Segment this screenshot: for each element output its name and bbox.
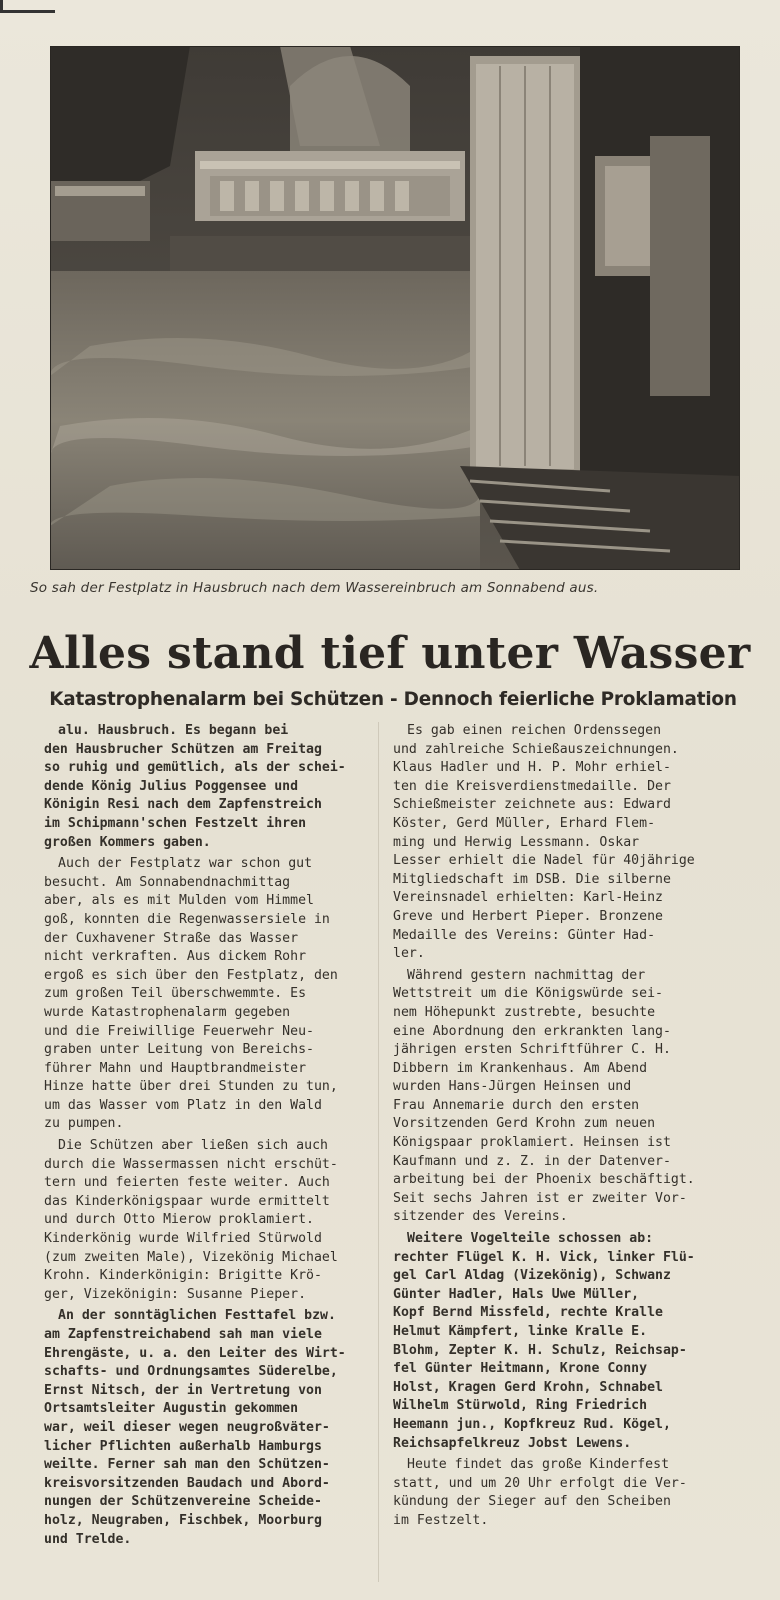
corner-mark [0, 0, 55, 13]
text-line: im Festzelt. [393, 1512, 489, 1528]
text-line: und die Freiwillige Feuerwehr Neu- [44, 1023, 314, 1039]
text-line: Königin Resi nach dem Zapfenstreich [44, 797, 322, 813]
article-paragraph [44, 1137, 368, 1304]
text-line: Vorsitzenden Gerd Krohn zum neuen [393, 1116, 656, 1132]
headline: Alles stand tief unter Wasser [29, 628, 751, 679]
text-line: zum großen Teil überschwemmte. Es [44, 986, 307, 1002]
text-line: Kaufmann und z. Z. in der Datenver- [393, 1153, 671, 1169]
text-line: den Hausbrucher Schützen am Freitag [44, 741, 322, 757]
text-line: ler. [393, 946, 425, 962]
text-line: graben unter Leitung von Bereichs- [44, 1042, 314, 1058]
text-line: Köster, Gerd Müller, Erhard Flem- [393, 815, 656, 831]
text-line: tern und feierten feste weiter. Auch [44, 1175, 330, 1191]
text-line: Hinze hatte über drei Stunden zu tun, [44, 1079, 338, 1095]
article-column-left [44, 722, 368, 1552]
text-line: am Zapfenstreichabend sah man viele [44, 1327, 322, 1342]
text-line: Ehrengäste, u. a. den Leiter des Wirt- [44, 1345, 346, 1361]
photo-caption: So sah der Festplatz in Hausbruch nach dem Wassereinbruch am Sonnabend aus. [30, 580, 599, 596]
text-line: Greve und Herbert Pieper. Bronzene [393, 908, 663, 924]
text-line: Holst, Kragen Gerd Krohn, Schnabel [393, 1379, 663, 1395]
text-line: dende König Julius Poggensee und [44, 778, 299, 794]
text-line: arbeitung bei der Phoenix beschäftigt. [393, 1172, 695, 1188]
text-line: Medaille des Vereins: Günter Had- [393, 927, 656, 943]
text-line: Schießmeister zeichnete aus: Edward [393, 797, 671, 813]
text-line: besucht. Am Sonnabendnachmittag [44, 874, 291, 890]
text-line: und Trelde. [44, 1531, 132, 1547]
text-line: Mitgliedschaft im DSB. Die silberne [393, 871, 671, 887]
text-line: Wilhelm Stürwold, Ring Friedrich [393, 1398, 648, 1414]
text-line: wurde Katastrophenalarm gegeben [44, 1004, 291, 1020]
text-line: rechter Flügel K. H. Vick, linker Flü- [393, 1249, 695, 1265]
text-line: Lesser erhielt die Nadel für 40jährige [393, 853, 695, 869]
text-line: zu pumpen. [44, 1116, 124, 1132]
text-line: jährigen ersten Schriftführer C. H. [393, 1042, 671, 1058]
text-line: ergoß es sich über den Festplatz, den [44, 967, 338, 983]
column-divider [378, 722, 379, 1582]
text-line: Wettstreit um die Königswürde sei- [393, 986, 663, 1002]
text-line: Königspaar proklamiert. Heinsen ist [393, 1135, 671, 1151]
article-paragraph [393, 967, 745, 1227]
text-line: Weitere Vogelteile schossen ab: [407, 1231, 654, 1247]
text-line: Blohm, Zepter K. H. Schulz, Reichsap- [393, 1342, 687, 1358]
text-line: aber, als es mit Mulden vom Himmel [44, 893, 314, 909]
text-line: alu. Hausbruch. Es begann bei [58, 723, 289, 738]
text-line: war, weil dieser wegen neugroßväter- [44, 1419, 330, 1435]
text-line: goß, konnten die Regenwassersiele in [44, 911, 330, 927]
text-line: im Schipmann'schen Festzelt ihren [44, 815, 307, 831]
text-line: schafts- und Ordnungsamtes Süderelbe, [44, 1364, 338, 1380]
text-line: nicht verkraften. Aus dickem Rohr [44, 949, 307, 965]
text-line: Auch der Festplatz war schon gut [58, 856, 313, 872]
photo-illustration [50, 46, 740, 570]
text-line: Vereinsnadel erhielten: Karl-Heinz [393, 890, 663, 906]
text-line: Ortsamtsleiter Augustin gekommen [44, 1401, 299, 1417]
text-line: Heemann jun., Kopfkreuz Rud. Kögel, [393, 1416, 671, 1432]
text-line: ger, Vizekönigin: Susanne Pieper. [44, 1286, 307, 1302]
text-line: fel Günter Heitmann, Krone Conny [393, 1361, 648, 1377]
text-line: großen Kommers gaben. [44, 834, 211, 850]
text-line: ming und Herwig Lessmann. Oskar [393, 834, 640, 850]
text-line: Ernst Nitsch, der in Vertretung von [44, 1382, 322, 1398]
text-line: statt, und um 20 Uhr erfolgt die Ver- [393, 1475, 687, 1491]
text-line: Frau Annemarie durch den ersten [393, 1097, 640, 1113]
article-paragraph [44, 722, 368, 852]
text-line: weilte. Ferner sah man den Schützen- [44, 1457, 330, 1473]
text-line: nungen der Schützenvereine Scheide- [44, 1494, 322, 1510]
text-line: Es gab einen reichen Ordenssegen [407, 723, 662, 738]
text-line: das Kinderkönigspaar wurde ermittelt [44, 1193, 330, 1209]
text-line: der Cuxhavener Straße das Wasser [44, 930, 299, 946]
text-line: Dibbern im Krankenhaus. Am Abend [393, 1060, 648, 1076]
text-line: holz, Neugraben, Fischbek, Moorburg [44, 1512, 322, 1528]
text-line: Krohn. Kinderkönigin: Brigitte Krö- [44, 1268, 322, 1284]
text-line: Während gestern nachmittag der [407, 967, 646, 983]
text-line: wurden Hans-Jürgen Heinsen und [393, 1079, 632, 1095]
text-line: ten die Kreisverdienstmedaille. Der [393, 778, 671, 794]
article-paragraph [44, 1307, 368, 1549]
article-paragraph [393, 1456, 745, 1530]
text-line: licher Pflichten außerhalb Hamburgs [44, 1438, 322, 1454]
text-line: Die Schützen aber ließen sich auch [58, 1138, 328, 1154]
text-line: und zahlreiche Schießauszeichnungen. [393, 741, 679, 757]
text-line: Seit sechs Jahren ist er zweiter Vor- [393, 1190, 687, 1206]
text-line: um das Wasser vom Platz in den Wald [44, 1097, 322, 1113]
text-line: Günter Hadler, Hals Uwe Müller, [393, 1286, 640, 1302]
text-line: kreisvorsitzenden Baudach und Abord- [44, 1475, 330, 1491]
text-line: Kinderkönig wurde Wilfried Stürwold [44, 1231, 322, 1247]
text-line: führer Mahn und Hauptbrandmeister [44, 1060, 307, 1076]
text-line: durch die Wassermassen nicht erschüt- [44, 1156, 338, 1172]
text-line: Helmut Kämpfert, linke Kralle E. [393, 1324, 648, 1339]
article-paragraph [44, 855, 368, 1134]
article-paragraph [393, 1230, 745, 1453]
subheadline: Katastrophenalarm bei Schützen - Dennoch feierliche Proklamation [49, 689, 737, 710]
text-line: und durch Otto Mierow proklamiert. [44, 1212, 314, 1228]
text-line: eine Abordnung den erkrankten lang- [393, 1023, 671, 1039]
article-paragraph [393, 722, 745, 964]
text-line: sitzender des Vereins. [393, 1209, 568, 1225]
text-line: nem Höhepunkt zustrebte, besuchte [393, 1004, 656, 1020]
text-line: Reichsapfelkreuz Jobst Lewens. [393, 1435, 632, 1451]
text-line: so ruhig und gemütlich, als der schei- [44, 760, 346, 776]
text-line: gel Carl Aldag (Vizekönig), Schwanz [393, 1268, 671, 1284]
text-line: Heute findet das große Kinderfest [407, 1457, 670, 1473]
article-column-right [393, 722, 745, 1534]
flooded-festival-photo [50, 46, 740, 570]
text-line: An der sonntäglichen Festtafel bzw. [58, 1308, 336, 1324]
text-line: kündung der Sieger auf den Scheiben [393, 1494, 671, 1510]
text-line: Klaus Hadler und H. P. Mohr erhiel- [393, 760, 671, 776]
text-line: Kopf Bernd Missfeld, rechte Kralle [393, 1305, 663, 1321]
text-line: (zum zweiten Male), Vizekönig Michael [44, 1249, 338, 1265]
